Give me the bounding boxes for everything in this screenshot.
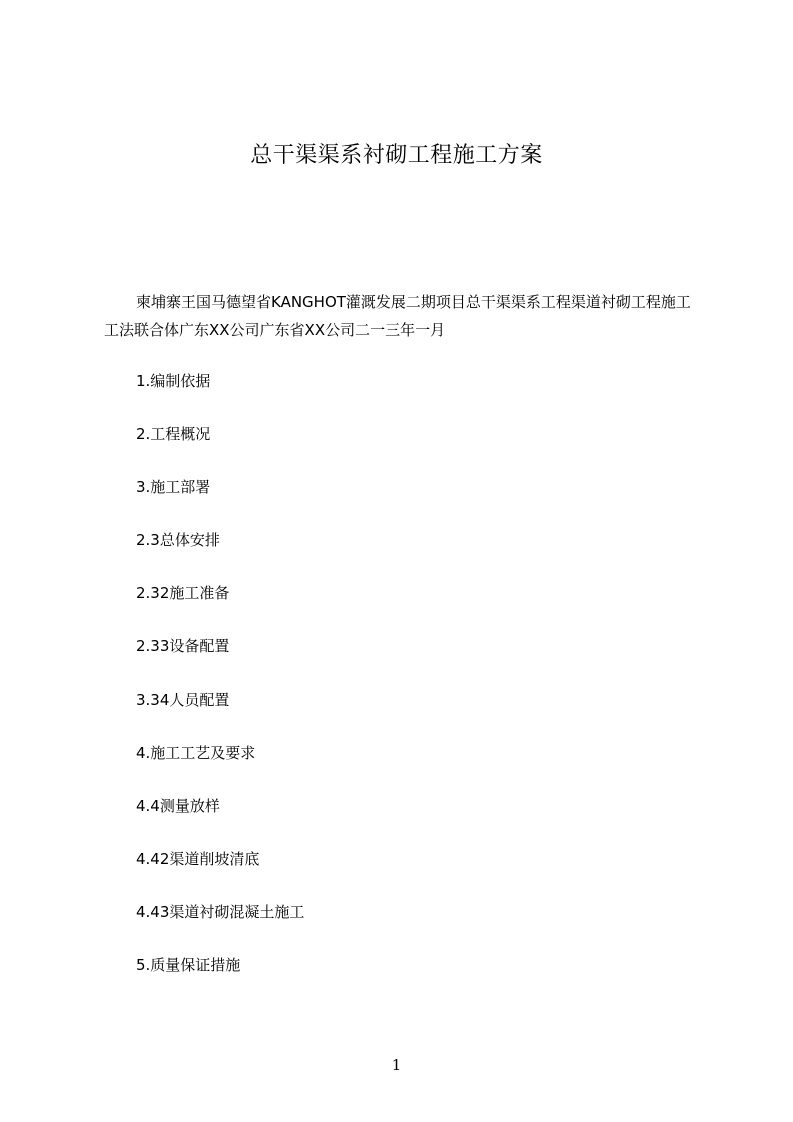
- toc-item-1: 1.编制依据: [136, 372, 211, 390]
- toc-item-8: 4.施工工艺及要求: [136, 743, 256, 762]
- toc-item-5: 2.32施工准备: [136, 584, 230, 603]
- page-number: 1: [391, 1056, 402, 1074]
- toc-item-3: 3.施工部署: [136, 478, 211, 497]
- toc-item-4: 2.3总体安排: [136, 531, 220, 550]
- toc-item-6: 2.33设备配置: [136, 637, 230, 656]
- toc-item-2: 2.工程概况: [136, 425, 211, 444]
- toc-item-11: 4.43渠道衬砌混凝土施工: [136, 902, 305, 921]
- toc-item-9: 4.4测量放样: [136, 796, 220, 815]
- toc-item-12: 5.质量保证措施: [136, 956, 241, 975]
- toc-item-10: 4.42渠道削坡清底: [136, 849, 260, 868]
- document-title: 总干渠渠系衬砌工程施工方案: [250, 143, 543, 168]
- intro-paragraph: 柬埔寨王国马德望省KANGHOT灌溉发展二期项目总干渠渠系工程渠道衬砌工程施工工法联合体广东XX公司广东省XX公司二一三年一月: [104, 293, 691, 339]
- table-of-contents: [136, 368, 304, 1005]
- toc-item-7: 3.34人员配置: [136, 690, 230, 709]
